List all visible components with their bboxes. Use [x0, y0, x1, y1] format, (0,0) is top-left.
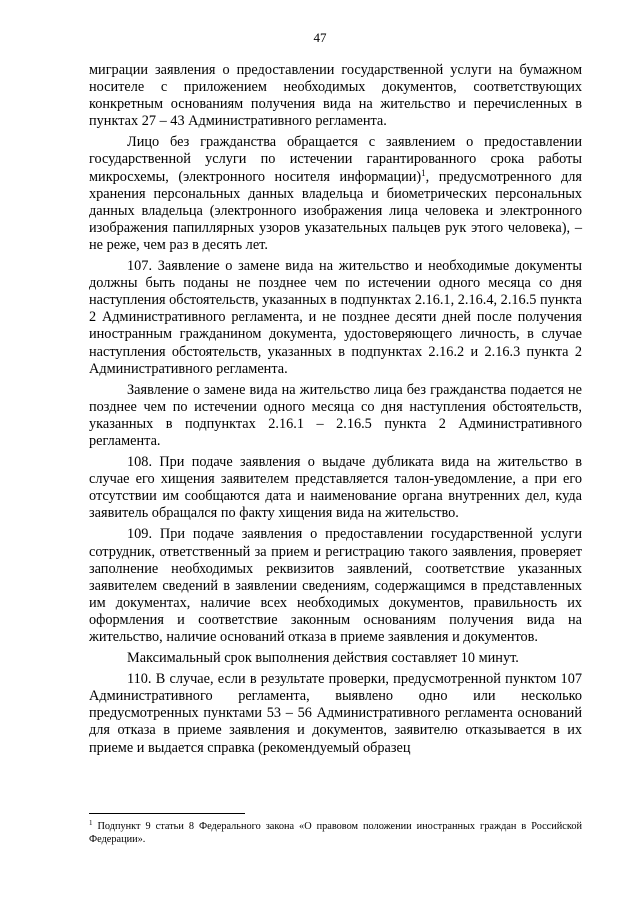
- paragraph-continuation: миграции заявления о предоставлении государственной услуги на бумажном носителе с приложением необходимых документов, соответствующих конкретным основаниям получения вида на жительство и перечисленных в пунктах 27 – 43 Административного регламента.: [89, 62, 582, 130]
- footnote-reference: 1: [421, 167, 426, 178]
- paragraph-item-110: 110. В случае, если в результате проверки, предусмотренной пунктом 107 Административного регламента, выявлено одно или несколько предусмотренных пунктами 53 – 56 Административного регламента оснований для отказа в приеме заявления и документов, заявителю отказывается в их приеме и выдается справка (рекомендуемый образец: [89, 671, 582, 756]
- footnote: [89, 820, 582, 846]
- footnote-marker: 1: [89, 819, 93, 827]
- paragraph-item-107-stateless: Заявление о замене вида на жительство лица без гражданства подается не позднее чем по истечении одного месяца со дня наступления обстоятельств, указанных в подпунктах 2.16.1 – 2.16.5 пункта 2 Административного регламента.: [89, 381, 582, 449]
- footnote-separator: [89, 813, 245, 814]
- paragraph-max-duration: Максимальный срок выполнения действия составляет 10 минут.: [127, 650, 519, 667]
- paragraph-text-before-note: Лицо без гражданства обращается с заявлением о предоставлении государственной услуги по истечении гарантированного срока работы микросхемы, (электронного носителя информации): [89, 134, 582, 185]
- page-number: 47: [313, 30, 327, 45]
- paragraph-item-109: 109. При подаче заявления о предоставлении государственной услуги сотрудник, ответственный за прием и регистрацию такого заявления, проверяет заполнение необходимых реквизитов заявлений, соответствие указанных заявителем сведений в заявлении сведениям, содержащимся в представленных им документах, наличие всех необходимых документов, правильность их оформления и соответствие законным основаниям получения вида на жительство, наличие оснований отказа в приеме заявления и документов.: [89, 526, 582, 645]
- footnote-text: Подпункт 9 статьи 8 Федерального закона «О правовом положении иностранных граждан в Российской Федерации».: [89, 821, 582, 845]
- document-body: [89, 62, 582, 757]
- paragraph-item-107: 107. Заявление о замене вида на жительство и необходимые документы должны быть поданы не позднее чем по истечении одного месяца со дня наступления обстоятельств, указанных в подпунктах 2.16.1, 2.16.4, 2.16.5 пункта 2 Административного регламента, и не позднее десяти дней после получения иностранным гражданином документа, удостоверяющего личность, в случае наступления обстоятельств, указанных в подпунктах 2.16.2 и 2.16.3 пункта 2 Административного регламента.: [89, 258, 582, 377]
- paragraph-stateless-person: [89, 134, 582, 254]
- paragraph-item-108: 108. При подаче заявления о выдаче дубликата вида на жительство в случае его хищения заявителем представляется талон-уведомление, а при его отсутствии им сообщаются дата и наименование органа внутренних дел, куда заявитель обращался по факту хищения вида на жительство.: [89, 454, 582, 522]
- paragraph-text-after-note: , предусмотренного для хранения персональных данных владельца и биометрических персональных данных владельца (электронного изображения лица человека и электронного изображения папиллярных узоров указательных пальцев рук этого человека), – не реже, чем раз в десять лет.: [89, 168, 583, 253]
